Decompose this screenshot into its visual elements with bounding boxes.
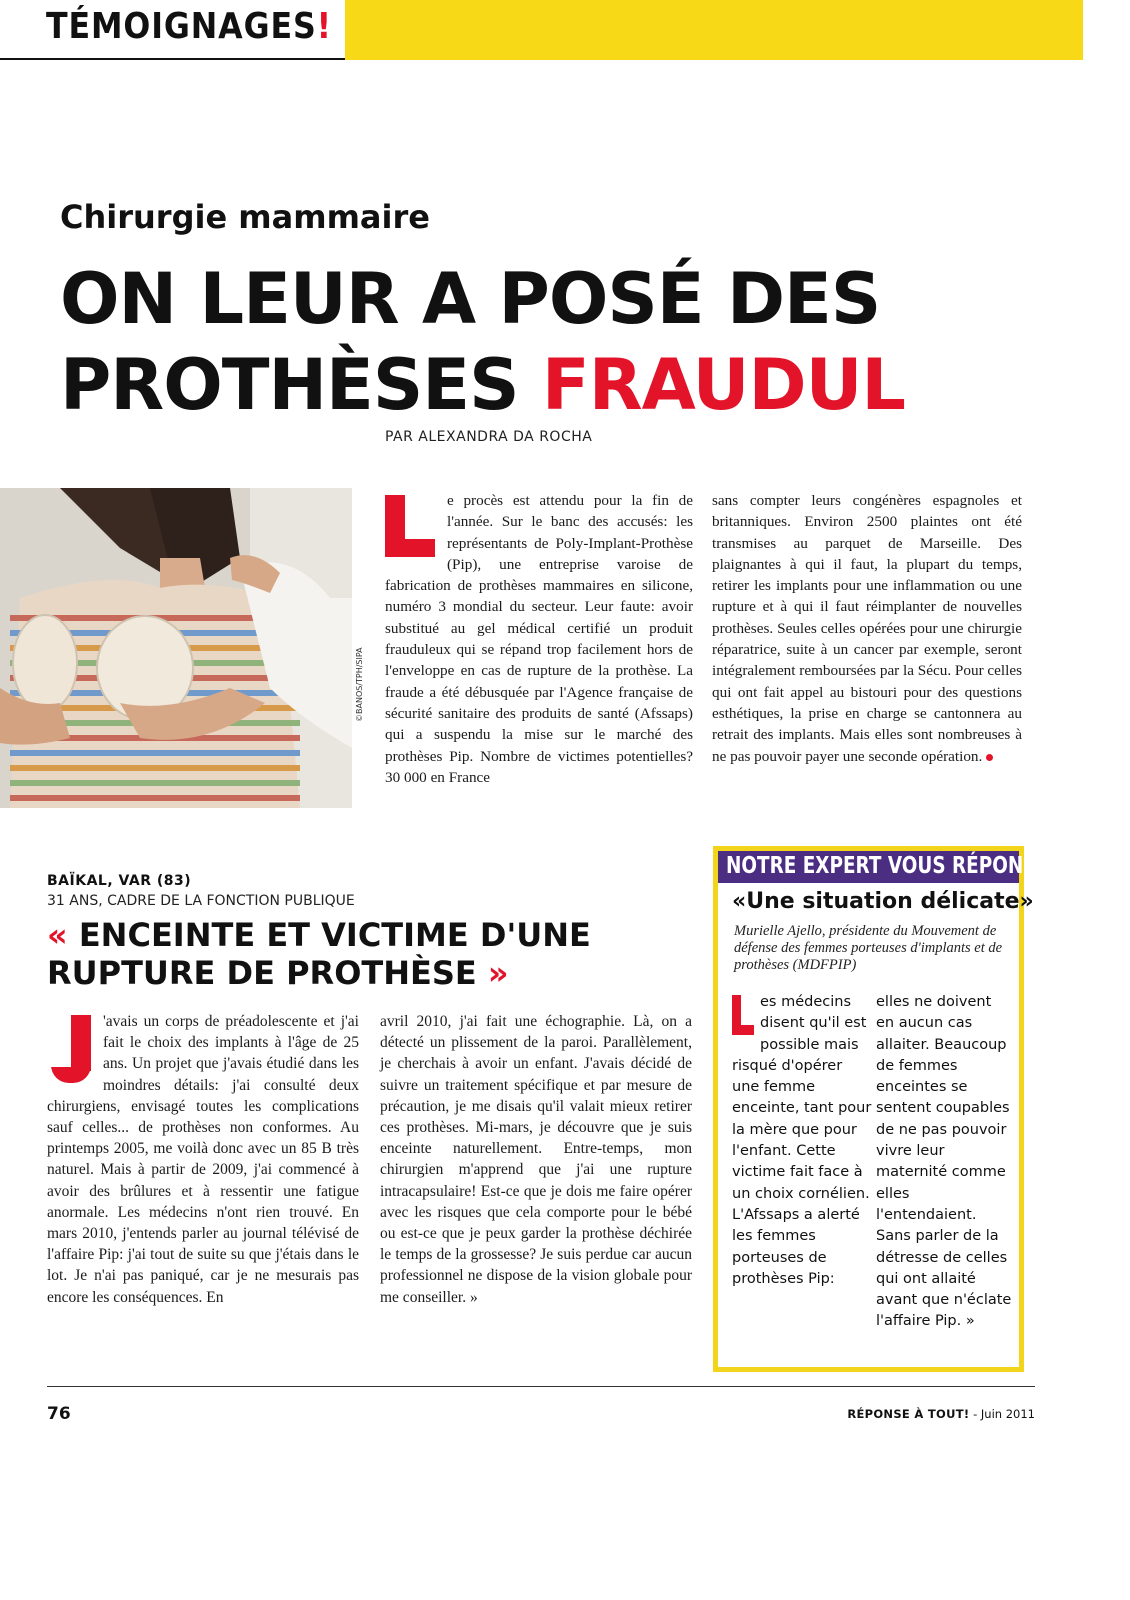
photo-credit: ©BANOS/TPH/SIPA bbox=[355, 647, 364, 722]
headline-line-2-black: PROTHÈSES bbox=[60, 344, 542, 426]
expert-header bbox=[718, 851, 1039, 883]
rubric-exclamation: ! bbox=[316, 6, 332, 47]
section-rubric bbox=[0, 0, 1083, 58]
quote-open: « bbox=[47, 916, 68, 954]
photo-illustration bbox=[0, 488, 352, 808]
magazine-name: RÉPONSE À TOUT! bbox=[847, 1407, 970, 1421]
testimony-column-1 bbox=[47, 1011, 359, 1308]
testimony-subtitle: 31 ANS, CADRE DE LA FONCTION PUBLIQUE bbox=[47, 893, 355, 909]
implant-left bbox=[13, 615, 77, 711]
dropcap-j bbox=[47, 1015, 93, 1085]
issue-date: - Juin 2011 bbox=[969, 1407, 1035, 1421]
testimony-column-2 bbox=[380, 1011, 692, 1308]
page-number: 76 bbox=[47, 1404, 71, 1424]
expert-column-1 bbox=[732, 992, 872, 1290]
footer-magazine bbox=[790, 1407, 1035, 1421]
testimony-title-text: ENCEINTE ET VICTIME D'UNE RUPTURE DE PROTHÈSE bbox=[47, 916, 591, 992]
testimony-text-2: avril 2010, j'ai fait une échographie. Là, on a détecté un plissement de la paroi. Parallèlement, je cherchais à avoir un enfant. J'avais décidé de suivre un traitement spécifique et par mesure de précaution, je me disais qu'il valait mieux retirer ces prothèses. Mi-mars, je découvre que je suis enceinte naturellement. Entre-temps, mon chirurgien m'apprend que j'ai une rupture intracapsulaire! Est-ce que je dois me faire opérer avec les risques que cela comporte pour le bébé ou est-ce que je peux garder la prothèse déchirée le temps de la grossesse? Je suis perdue car aucun professionnel ne dispose de la vision globale pour me conseiller. » bbox=[380, 1013, 692, 1306]
article-headline bbox=[60, 256, 905, 428]
expert-text-1: es médecins disent qu'il est possible mais risqué d'opérer une femme enceinte, tant pour la mère que pour l'enfant. Cette victime fait face à un choix cornélien. L'Afssaps a alerté les femmes porteuses de prothèses Pip: bbox=[732, 994, 872, 1287]
expert-quote: «Une situation délicate» bbox=[732, 889, 1034, 914]
expert-box bbox=[713, 846, 1039, 1372]
article-kicker: Chirurgie mammaire bbox=[60, 198, 430, 236]
intro-text-1: e procès est attendu pour la fin de l'année. Sur le banc des accusés: les représentants de Poly-Implant-Prothèse (Pip), une entreprise varoise de fabrication de prothèses mammaires en silicone, numéro 3 mondial du secteur. Leur faute: avoir substitué au gel médical certifié un produit frauduleux qui se répand trop facilement hors de l'enveloppe en cas de rupture de la prothèse. La fraude a été débusquée par l'Agence française de sécurité sanitaire des produits de santé (Afssaps) qui a suspendu la mise sur le marché des prothèses Pip. Nombre de victimes potentielles? 30 000 en France bbox=[385, 492, 693, 786]
dropcap-l-small bbox=[732, 995, 754, 1035]
footer-rule bbox=[47, 1386, 1035, 1387]
testimony-location: BAÏKAL, VAR (83) bbox=[47, 873, 192, 889]
headline-line-2 bbox=[60, 342, 905, 428]
testimony-text-1: 'avais un corps de préadolescente et j'ai fait le choix des implants à l'âge de 25 ans. Un projet que j'avais étudié dans les moindres détails: j'ai consulté deux chirurgiens, envisagé toutes les complications sauf celles... de prothèses non conformes. Au printemps 2005, me voilà donc avec un 85 B très naturel. Mais à partir de 2009, j'ai commencé à avoir des brûlures et à ressentir une fatigue anormale. Les médecins n'ont rien trouvé. En mars 2010, j'entends parler au journal télévisé de l'affaire Pip: j'ai tout de suite su que j'étais dans le lot. Je n'ai pas paniqué, car je ne mesurais pas encore les conséquences. En bbox=[47, 1013, 359, 1306]
headline-line-1: ON LEUR A POSÉ DES bbox=[60, 258, 881, 340]
rubric-label-text: TÉMOIGNAGES bbox=[46, 6, 317, 47]
expert-caption: Murielle Ajello, présidente du Mouvement de défense des femmes porteuses d'implants et de prothèses (MDFPIP) bbox=[734, 923, 1003, 973]
expert-column-2 bbox=[876, 992, 1012, 1333]
rubric-label bbox=[46, 6, 332, 47]
dropcap-l bbox=[385, 495, 435, 557]
intro-text-2: sans compter leurs congénères espagnoles et britanniques. Environ 2500 plaintes ont été transmises au parquet de Marseille. Des plaignantes à qui il faut, la plupart du temps, retirer les implants pour une inflammation ou une rupture et à qui il faut réimplanter de nouvelles prothèses. Seules celles opérées pour une chirurgie réparatrice, suite à un cancer par exemple, seront intégralement remboursées par la Sécu. Pour celles qui ont fait appel au bistouri pour des questions esthétiques, la prise en charge se cantonnera au retrait des implants. Mais elles sont nombreuses à ne pas pouvoir payer une seconde opération. bbox=[712, 492, 1022, 765]
headline-line-2-red: FRAUDUL bbox=[541, 344, 906, 426]
end-mark-icon bbox=[986, 754, 993, 761]
intro-column-2 bbox=[712, 490, 1022, 767]
rubric-yellow-band bbox=[345, 0, 1083, 60]
intro-column-1 bbox=[385, 490, 693, 788]
testimony-title bbox=[47, 916, 707, 992]
article-photo bbox=[0, 488, 352, 808]
quote-close: » bbox=[487, 954, 509, 992]
byline: PAR ALEXANDRA DA ROCHA bbox=[385, 429, 593, 445]
expert-text-2: elles ne doivent en aucun cas allaiter. Beaucoup de femmes enceintes se sentent coupables de ne pas pouvoir vivre leur maternité comme elles l'entendaient. Sans parler de la détresse de celles qui ont allaité avant que n'éclate l'affaire Pip. » bbox=[876, 994, 1012, 1330]
expert-header-text: NOTRE EXPERT VOUS RÉPOND bbox=[726, 853, 1039, 879]
